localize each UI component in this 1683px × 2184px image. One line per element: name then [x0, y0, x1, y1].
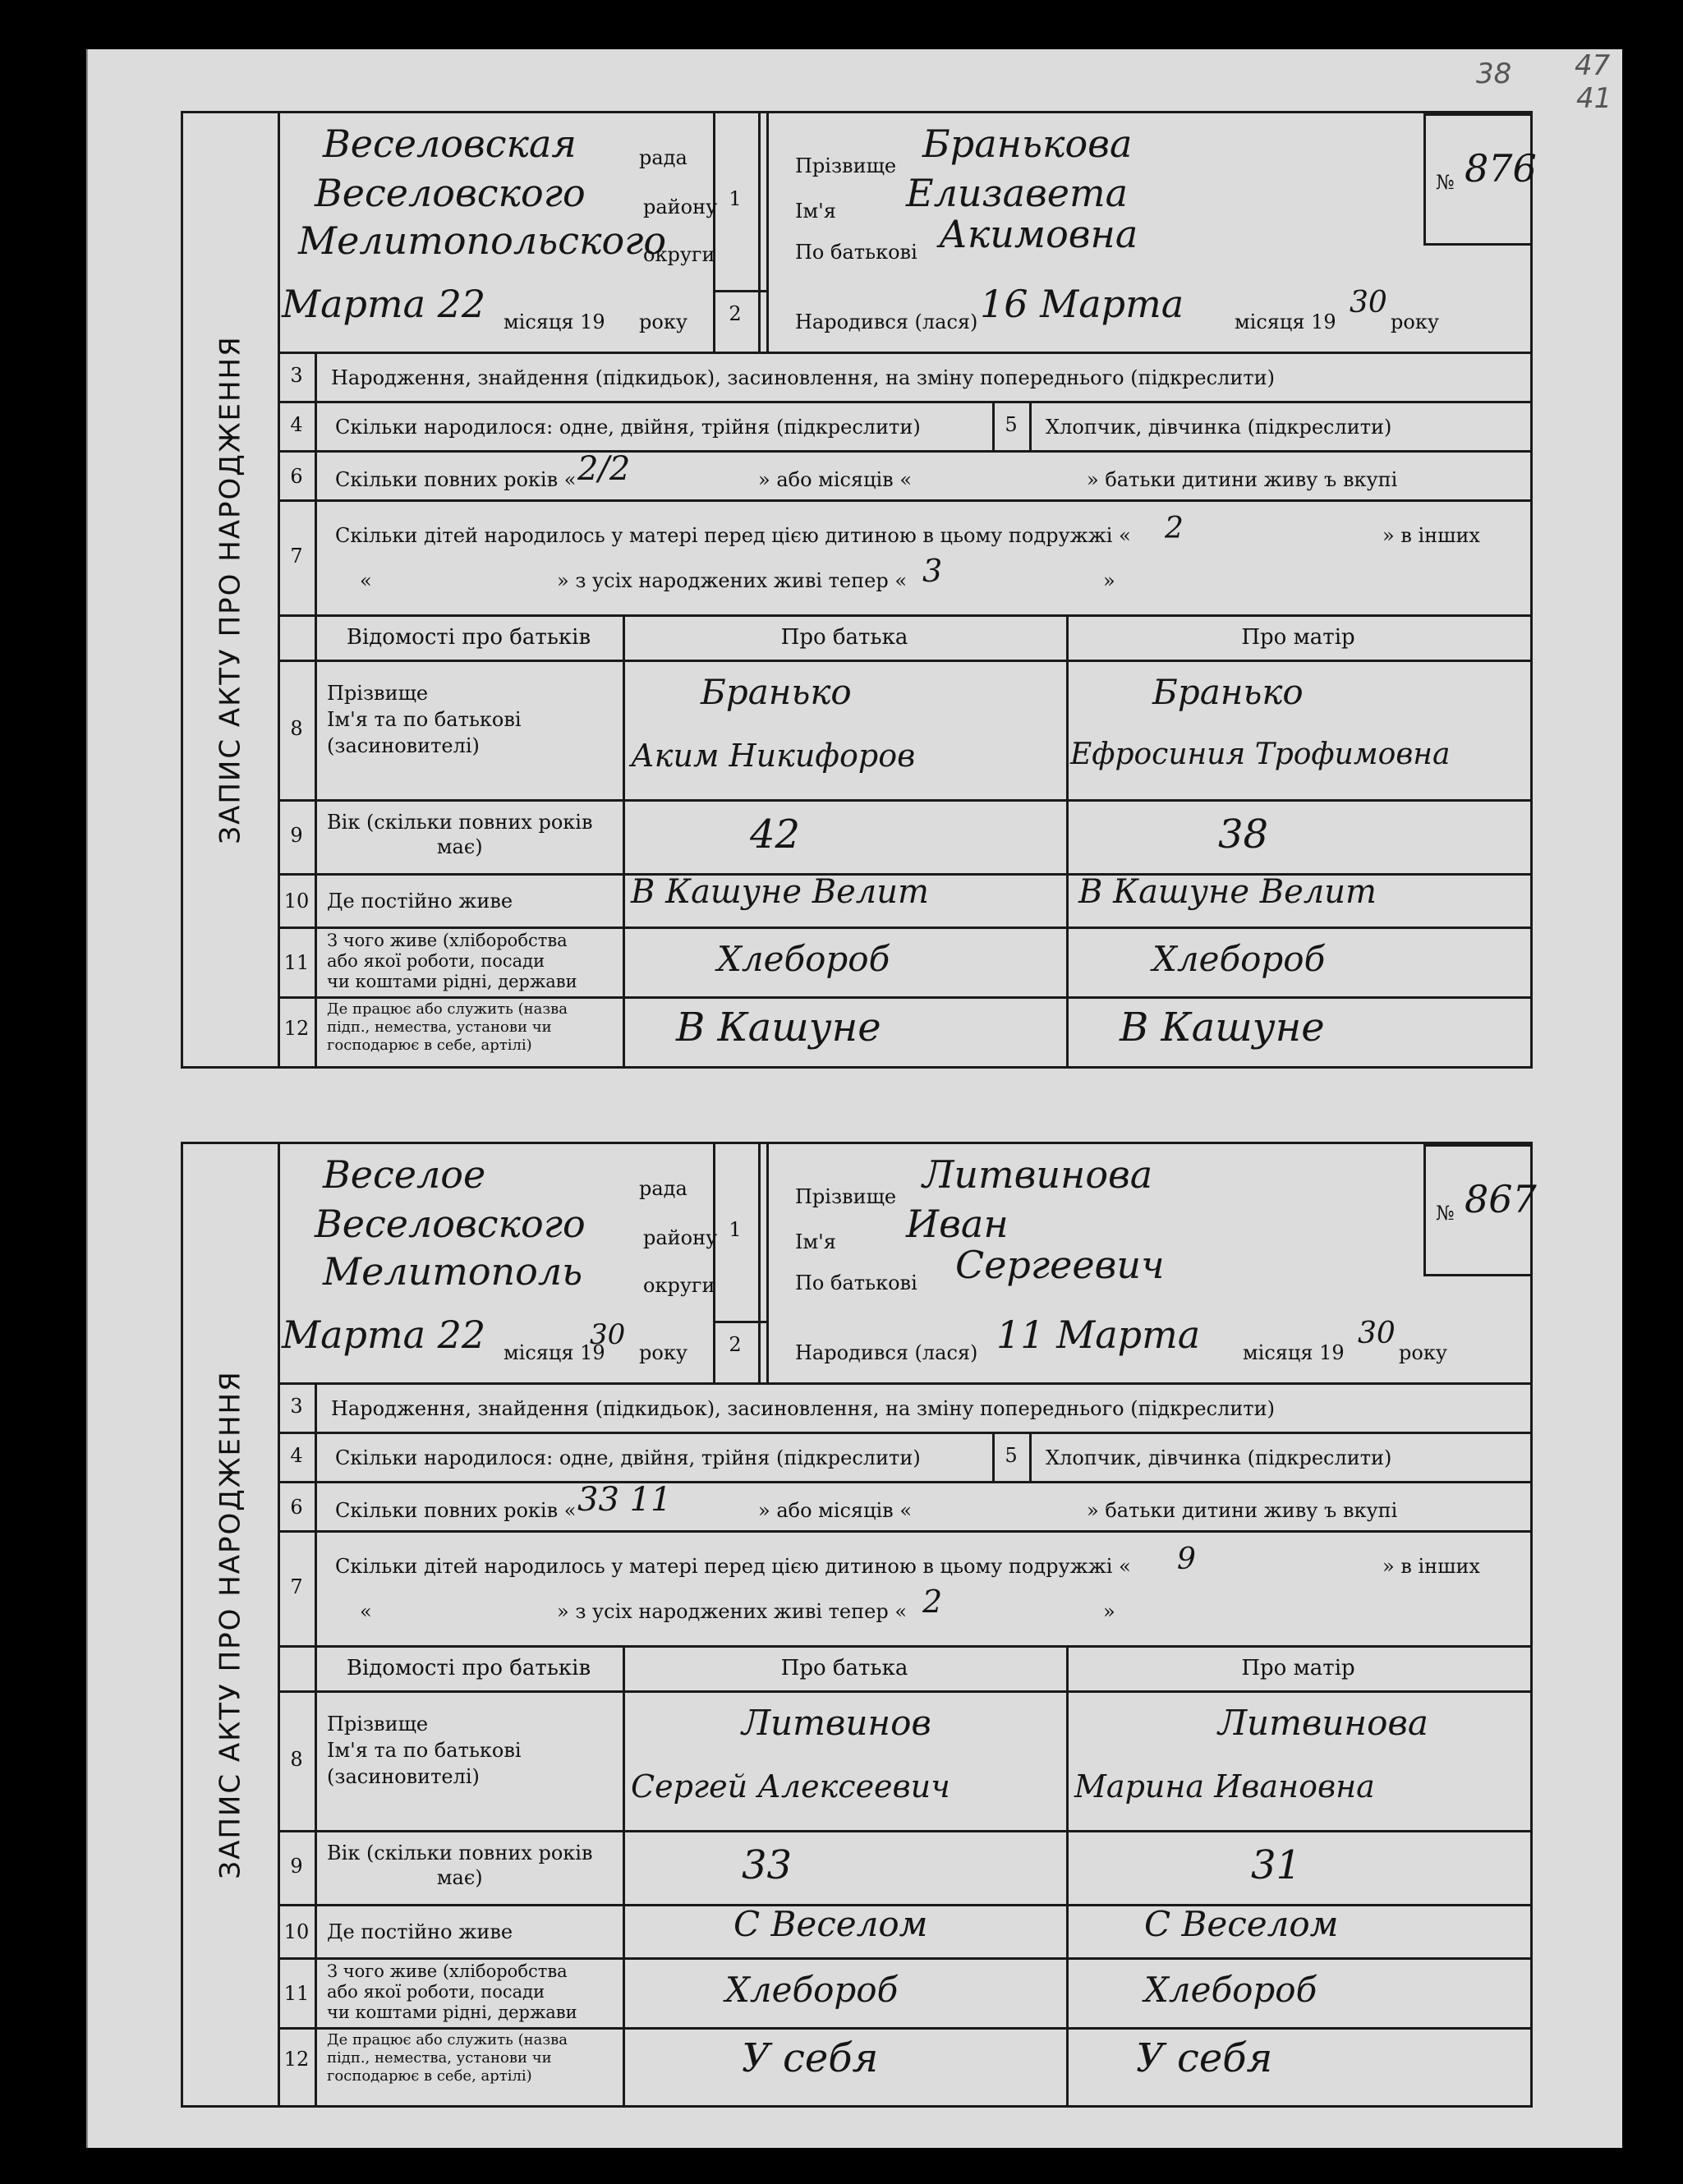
birth-record-1: ЗАПИС АКТУ ПРО НАРОДЖЕННЯ Веселовская рада Веселовского району Мелитопольского округи Марта 22 місяця 19 року 1 2 Прізвище Бранькова Ім'я Елизавета По батькові Акимовна № 876 Народився (лася) 16 Марта місяця 19 30 року 3 Народження, знайдення (підкидьок), засиновлення, на зміну попереднього (підкреслити) 4 Скільки народилося: одне, двійня, трійня (підкреслити) 5 Хлопчик, дівчинка (підкреслити) 6 Скільки повних років « 2/2 » або місяців « » батьки дитини живу ъ вкупі 7 Скільки дітей народилось у матері перед цією дитиною в цьому подружжі « 2 » в інших « » з усіх народжених живі тепер « 3 » Відомості про батьків Про батька Про матір 8 Прізвище Ім'я та по батькові (засиновителі) Бранько Аким Никифоров Бранько Ефросиния Трофимовна 9 Вік (скільки повних років має) 42 38 10 Де постійно живе В Кашуне Велит В Кашуне Велит 11 З чого живе (хліборобства або якої роботи, посади чи коштами рідні, держави Хлебороб Хлебороб 12 Де працює або служить (назва підп., немества, установи чи господарює в себе, артілі) В Кашуне В Кашуне: [181, 111, 1533, 1069]
rada-name: Веселое: [323, 1152, 486, 1197]
mother-name: Ефросиния Трофимовна: [1070, 738, 1451, 771]
birth-date: 16 Марта: [980, 282, 1184, 326]
father-age: 42: [750, 812, 801, 858]
rayon-name: Веселовского: [315, 1202, 586, 1246]
record-date: Марта 22: [282, 282, 486, 326]
birth-date: 11 Марта: [996, 1313, 1201, 1357]
side-title: ЗАПИС АКТУ ПРО НАРОДЖЕННЯ: [183, 113, 280, 1066]
okrug-name: Мелитопольского: [298, 218, 667, 263]
mother-surname: Бранько: [1152, 672, 1304, 712]
father-occupation: Хлебороб: [725, 1970, 899, 2010]
record-year: 30: [590, 1318, 626, 1351]
mother-age: 31: [1251, 1842, 1302, 1888]
mother-workplace: В Кашуне: [1120, 1005, 1325, 1051]
rada-name: Веселовская: [323, 122, 577, 166]
child-patronymic: Сергеевич: [955, 1243, 1165, 1287]
corner-mark-38: 38: [1476, 57, 1512, 90]
mother-surname: Литвинова: [1218, 1703, 1428, 1743]
father-residence: С Веселом: [733, 1904, 928, 1944]
mother-occupation: Хлебороб: [1144, 1970, 1317, 2010]
years-together: 33 11: [577, 1481, 672, 1519]
father-occupation: Хлебороб: [717, 939, 890, 979]
side-title: ЗАПИС АКТУ ПРО НАРОДЖЕННЯ: [183, 1144, 280, 2105]
corner-mark-47: 47: [1575, 49, 1611, 82]
children-alive: 3: [922, 553, 943, 589]
father-age: 33: [742, 1842, 793, 1888]
child-surname: Литвинова: [922, 1152, 1153, 1197]
child-name: Елизавета: [906, 171, 1129, 215]
record-number: 876: [1465, 146, 1537, 191]
children-before: 9: [1177, 1543, 1196, 1576]
father-name: Сергей Алексеевич: [631, 1768, 950, 1805]
children-alive: 2: [922, 1584, 943, 1620]
child-name: Иван: [906, 1202, 1009, 1246]
corner-mark-41: 41: [1576, 82, 1612, 115]
mother-occupation: Хлебороб: [1152, 939, 1326, 979]
father-residence: В Кашуне Велит: [631, 873, 929, 911]
child-patronymic: Акимовна: [939, 212, 1138, 256]
record-number: 867: [1465, 1177, 1537, 1221]
record-date: Марта 22: [282, 1313, 486, 1357]
mother-name: Марина Ивановна: [1074, 1768, 1375, 1805]
birth-year: 30: [1350, 286, 1387, 320]
mother-residence: В Кашуне Велит: [1078, 873, 1377, 911]
rayon-name: Веселовского: [315, 171, 586, 215]
child-surname: Бранькова: [922, 122, 1133, 166]
mother-residence: С Веселом: [1144, 1904, 1339, 1944]
father-workplace: У себя: [742, 2035, 879, 2081]
father-workplace: В Кашуне: [676, 1005, 881, 1051]
okrug-name: Мелитополь: [323, 1249, 583, 1294]
children-before: 2: [1165, 512, 1184, 545]
father-name: Аким Никифоров: [631, 738, 916, 774]
mother-age: 38: [1218, 812, 1269, 858]
mother-workplace: У себя: [1136, 2035, 1273, 2081]
father-surname: Литвинов: [742, 1703, 931, 1743]
birth-year: 30: [1358, 1317, 1396, 1350]
birth-record-2: ЗАПИС АКТУ ПРО НАРОДЖЕННЯ Веселое рада Веселовского району Мелитополь округи Марта 22 місяця 19 30 року 1 2 Прізвище Литвинова Ім'я Иван По батькові Сергеевич № 867 Народився (лася) 11 Марта місяця 19 30 року 3 Народження, знайдення (підкидьок), засиновлення, на зміну попереднього (підкреслити) 4 Скільки народилося: одне, двійня, трійня (підкреслити) 5 Хлопчик, дівчинка (підкреслити) 6 Скільки повних років « 33 11 » або місяців « » батьки дитини живу ъ вкупі 7 Скільки дітей народилось у матері перед цією дитиною в цьому подружжі « 9 » в інших « » з усіх народжених живі тепер « 2 » Відомості про батьків Про батька Про матір 8 Прізвище Ім'я та по батькові (засиновителі) Литвинов Сергей Алексеевич Литвинова Марина Ивановна 9 Вік (скільки повних років має) 33 31 10 Де постійно живе С Веселом С Веселом 11 З чого живе (хліборобства або якої роботи, посади чи коштами рідні, держави Хлебороб Хлебороб 12 Де працює або служить (назва підп., немества, установи чи господарює в себе, артілі) У себя У себя: [181, 1142, 1533, 2108]
father-surname: Бранько: [701, 672, 852, 712]
years-together: 2/2: [577, 450, 631, 488]
